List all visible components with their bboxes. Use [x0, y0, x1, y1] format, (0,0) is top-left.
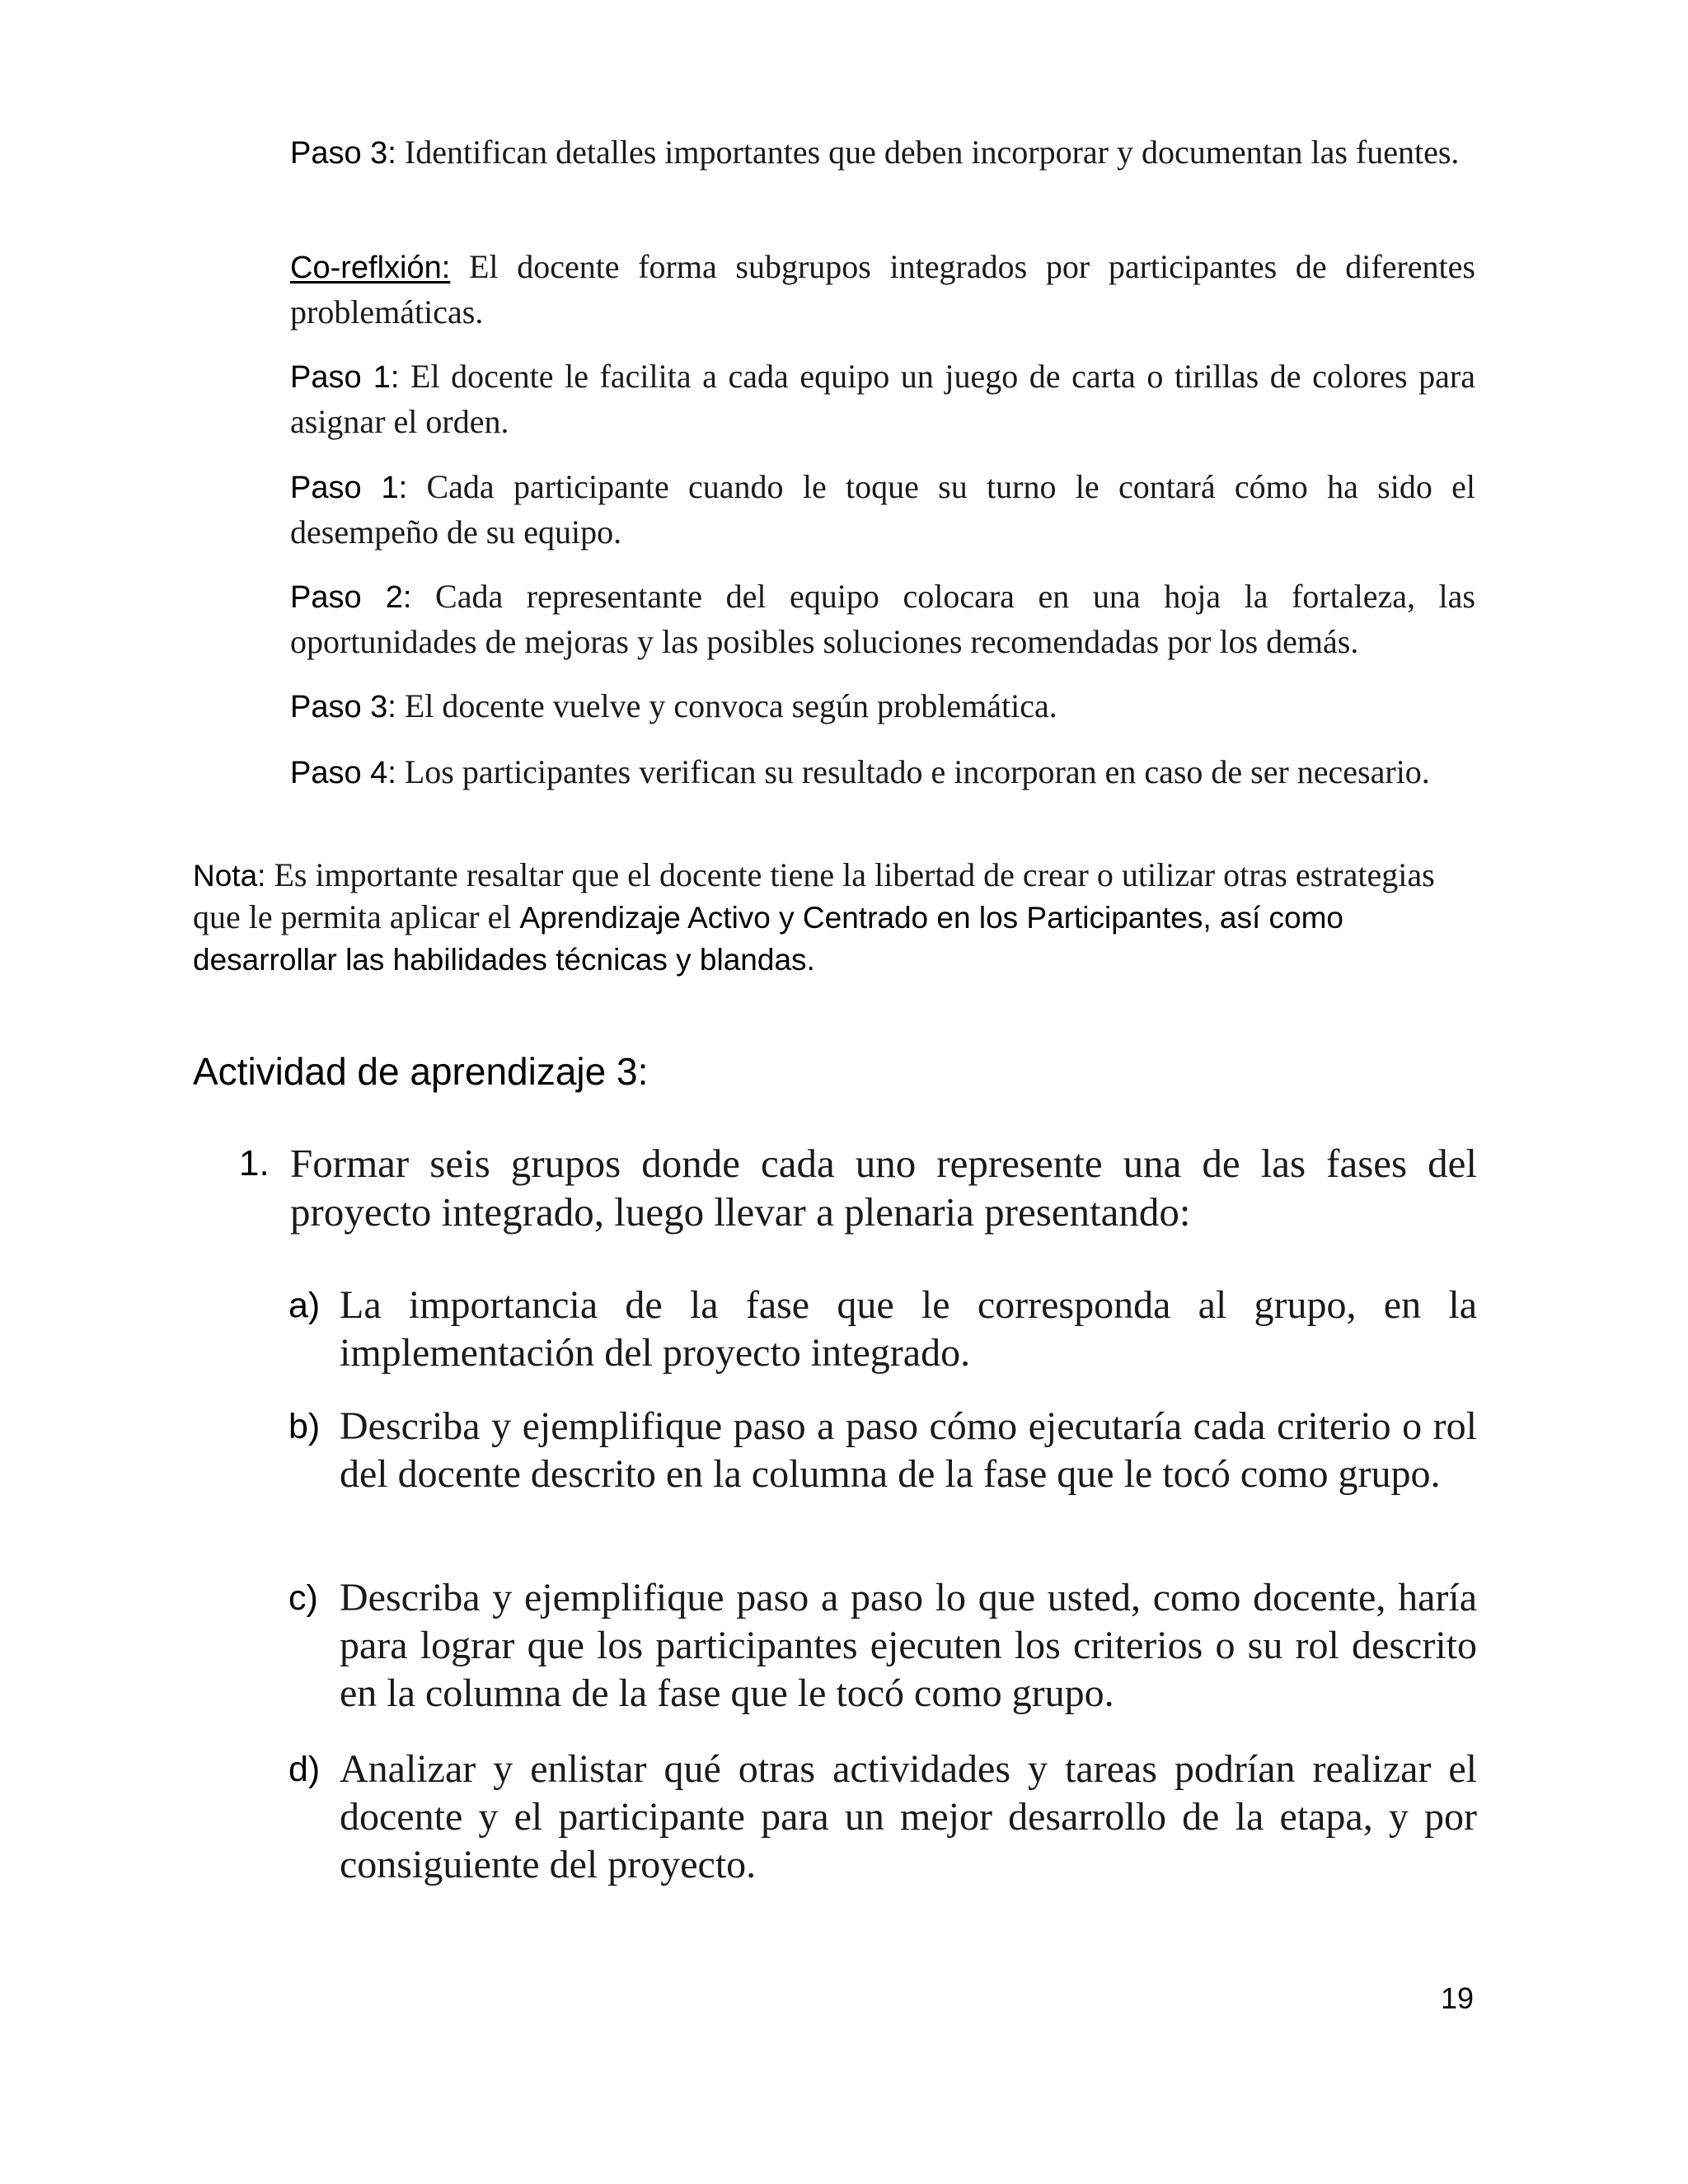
step-paragraph — [290, 750, 1475, 795]
step-paragraph — [290, 130, 1475, 176]
subitem-text: Describa y ejemplifique paso a paso lo que usted, como docente, haría para lograr que los participantes ejecuten los criterios o su rol descrito en la columna de la fase que le tocó como grupo. — [340, 1576, 1477, 1715]
item-text: Formar seis grupos donde cada uno represente una de las fases del proyecto integrado, luego llevar a plenaria presentando: — [290, 1141, 1477, 1235]
subitem — [288, 1574, 1477, 1718]
subitem-text: Describa y ejemplifique paso a paso cómo ejecutaría cada criterio o rol del docente descrito en la columna de la fase que le tocó como grupo. — [340, 1404, 1477, 1496]
step-paragraph — [290, 245, 1475, 334]
subitem-text: Analizar y enlistar qué otras actividades y tareas podrían realizar el docente y el participante para un mejor desarrollo de la etapa, y por consiguiente del proyecto. — [340, 1747, 1477, 1886]
step-paragraph — [290, 354, 1475, 443]
step-text: Cada representante del equipo colocara en una hoja la fortaleza, las oportunidades de mejoras y las posibles soluciones recomendadas por los demás. — [290, 578, 1475, 660]
subitem-letter: b) — [288, 1407, 321, 1446]
step-text: El docente forma subgrupos integrados por participantes de diferentes problemáticas. — [290, 248, 1475, 330]
activity-heading: Actividad de aprendizaje 3: — [193, 1050, 649, 1093]
subitem-letter: d) — [288, 1750, 321, 1789]
step-text: Cada participante cuando le toque su turno le contará cómo ha sido el desempeño de su equipo. — [290, 468, 1475, 551]
step-label: Paso 3: — [290, 690, 396, 724]
subitem-letter: a) — [288, 1286, 321, 1325]
step-text: Los participantes verifican su resultado e incorporan en caso de ser necesario. — [396, 753, 1430, 790]
subitem-text: La importancia de la fase que le corresponda al grupo, en la implementación del proyecto integrado. — [340, 1283, 1477, 1375]
note-text: Es importante resaltar que el docente tiene la libertad de crear o utilizar otras estrategias que le permita aplicar el — [193, 856, 1435, 935]
step-paragraph — [290, 574, 1475, 663]
step-label: Paso 2: — [290, 580, 412, 615]
note-label: Nota: — [193, 859, 266, 893]
step-label: Paso 3: — [290, 136, 396, 171]
step-label: Co-reflxión: — [290, 251, 451, 285]
item-number: 1. — [239, 1143, 270, 1183]
step-label: Paso 4: — [290, 756, 396, 790]
step-text: El docente vuelve y convoca según problemática. — [396, 687, 1057, 724]
subitem — [288, 1403, 1477, 1498]
step-paragraph — [290, 465, 1475, 554]
page-number: 19 — [1441, 1981, 1475, 2015]
note-emphasis: Aprendizaje Activo y Centrado en los Participantes, así como desarrollar las habilidades técnicas y blandas. — [193, 901, 1343, 977]
note-paragraph — [193, 855, 1479, 981]
activity-item — [239, 1139, 1477, 1236]
step-paragraph — [290, 684, 1475, 729]
step-label: Paso 1: — [290, 360, 400, 395]
subitem — [288, 1746, 1477, 1889]
subitem — [288, 1282, 1477, 1377]
subitem-letter: c) — [288, 1578, 318, 1618]
step-text: Identifican detalles importantes que deben incorporar y documentan las fuentes. — [396, 134, 1460, 171]
step-label: Paso 1: — [290, 471, 408, 505]
step-text: El docente le facilita a cada equipo un juego de carta o tirillas de colores para asignar el orden. — [290, 358, 1475, 440]
